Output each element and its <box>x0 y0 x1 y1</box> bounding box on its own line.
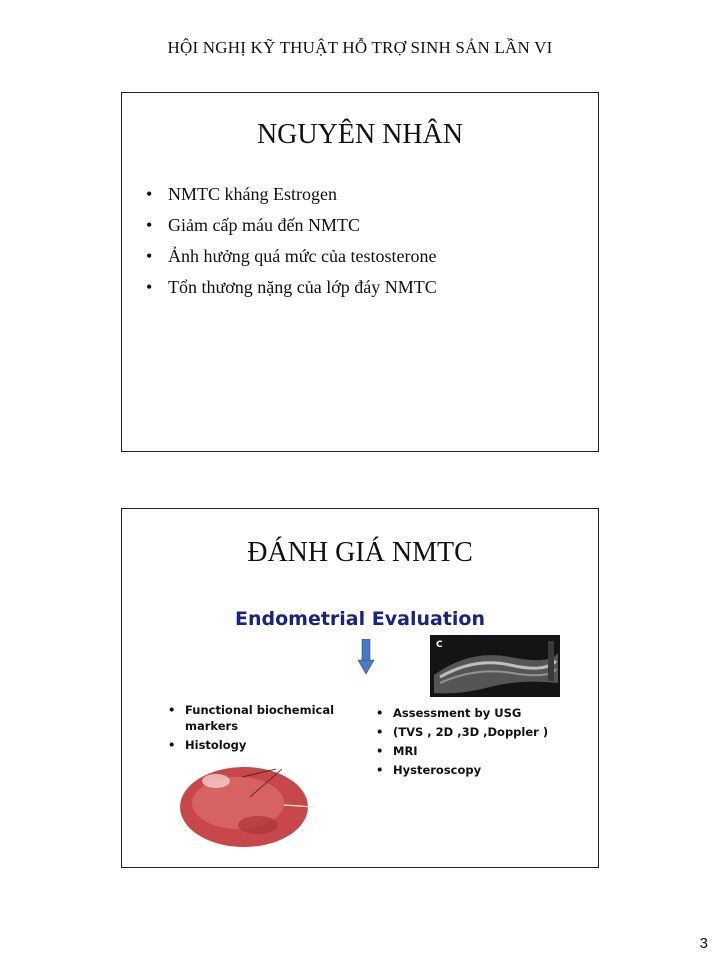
list-item: • (TVS , 2D ,3D ,Doppler ) <box>376 725 549 739</box>
hysteroscopy-image <box>180 767 314 847</box>
slide-evaluation <box>121 508 599 868</box>
slide-causes <box>121 92 599 452</box>
evaluation-heading: Endometrial Evaluation <box>235 608 485 630</box>
list-item: • Hysteroscopy <box>376 763 482 777</box>
bullet-icon: • <box>168 703 176 717</box>
list-item: • Functional biochemical markers <box>168 703 335 733</box>
bullet-icon: • <box>146 215 153 235</box>
list-item: • Tổn thương nặng của lớp đáy NMTC <box>146 272 437 303</box>
list-item: • Giảm cấp máu đến NMTC <box>146 210 437 241</box>
bullet-list <box>146 179 437 303</box>
slide-title: ĐÁNH GIÁ NMTC <box>247 537 473 568</box>
ultrasound-image <box>430 635 560 697</box>
bullet-icon: • <box>376 763 384 777</box>
list-item: • Assessment by USG <box>376 706 522 720</box>
bullet-icon: • <box>146 184 153 204</box>
list-item: • Histology <box>168 738 247 752</box>
bullet-icon: • <box>376 706 384 720</box>
evaluation-methods-right <box>376 705 586 781</box>
evaluation-methods-left <box>168 702 368 756</box>
bullet-icon: • <box>376 744 384 758</box>
page-number: 3 <box>699 935 708 952</box>
list-item: • Ảnh hưởng quá mức của testosterone <box>146 241 437 272</box>
list-item: • MRI <box>376 744 418 758</box>
document-header: HỘI NGHỊ KỸ THUẬT HỖ TRỢ SINH SẢN LẦN VI <box>167 38 553 57</box>
bullet-icon: • <box>146 246 153 266</box>
slide-title: NGUYÊN NHÂN <box>256 119 464 150</box>
list-item: • NMTC kháng Estrogen <box>146 179 437 210</box>
down-arrow-icon <box>358 639 374 675</box>
bullet-icon: • <box>146 277 153 297</box>
bullet-icon: • <box>168 738 176 752</box>
usg-label: C <box>436 640 443 650</box>
bullet-icon: • <box>376 725 384 739</box>
